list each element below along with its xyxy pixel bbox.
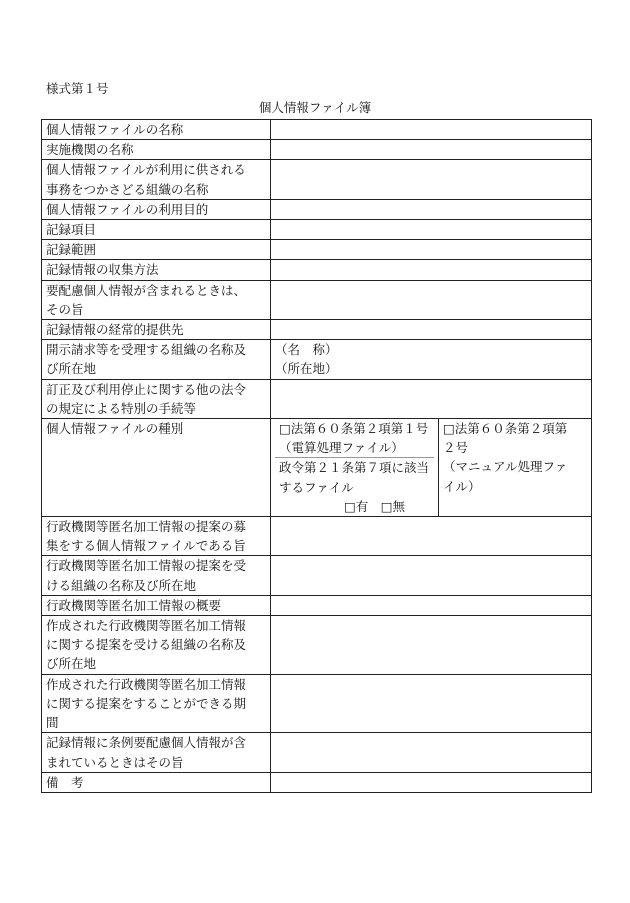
table-row [42,220,592,240]
value-org [271,160,592,199]
table-row [42,260,592,280]
value-correction [271,379,592,418]
table-row [42,517,592,556]
table-row [42,733,592,772]
type-ordinance [275,458,434,516]
value-agency [271,140,592,160]
label-org [42,160,271,199]
table-row [42,616,592,675]
disclosure-name-field: （名 称） [275,342,338,358]
table-row [42,772,592,792]
label-created-org [42,616,271,675]
type-ordinance-line1: 政令第２１条第７項に該当 [279,460,430,476]
type-option-2-line3: （マニュアル処理ファ [443,459,568,475]
label-anon-org [42,556,271,595]
type-options [271,419,591,516]
table-row [42,556,592,595]
table-row [42,419,592,517]
disclosure-address-field: （所在地） [275,361,338,377]
type-option-1-line2: （電算処理ファイル） [279,440,404,456]
label-special [42,280,271,319]
label-disclosure [42,340,271,379]
form-title: 個人情報ファイル簿 [258,100,372,115]
form-number: 様式第１号 [46,81,109,96]
table-row [42,280,592,319]
table-row [42,199,592,219]
value-items [271,220,592,240]
table-row [42,240,592,260]
label-created-org-line3: び所在地 [46,656,97,672]
table-row [42,160,592,199]
label-anon-org-line1: 行政機関等匿名加工情報の提案を受 [46,558,247,574]
label-anon-recruit [42,517,271,556]
value-anon-recruit [271,517,592,556]
label-correction [42,379,271,418]
table-row [42,140,592,160]
label-collection: 記録情報の収集方法 [42,260,271,280]
label-anon-recruit-line1: 行政機関等匿名加工情報の提案の募 [46,519,247,535]
type-option-2-line1: □法第６０条第２項第 [443,421,568,437]
label-file-name: 個人情報ファイルの名称 [42,120,271,140]
label-anon-org-line2: ける組織の名称及び所在地 [46,577,197,593]
label-type: 個人情報ファイルの種別 [42,419,271,517]
label-anon-summary: 行政機関等匿名加工情報の概要 [42,595,271,615]
value-created-org [271,616,592,675]
value-created-period [271,674,592,733]
value-file-name [271,120,592,140]
type-ordinance-line2: するファイル [279,479,354,495]
label-created-period-line2: に関する提案をすることができる期 [46,695,247,711]
value-purpose [271,199,592,219]
type-option-1-line1: □法第６０条第２項第１号 [279,421,429,437]
type-option-electronic [271,419,439,516]
table-row [42,120,592,140]
table-row [42,320,592,340]
label-remarks: 備 考 [42,772,271,792]
label-ordinance-line1: 記録情報に条例要配慮個人情報が含 [46,735,247,751]
type-option-1 [275,419,434,458]
label-provision: 記録情報の経常的提供先 [42,320,271,340]
table-row [42,340,592,379]
type-ordinance-checkboxes[interactable]: □有 □無 [343,498,406,514]
label-special-line2: その旨 [46,301,84,317]
label-created-period-line1: 作成された行政機関等匿名加工情報 [46,676,247,692]
label-correction-line2: の規定による特別の手続等 [46,400,197,416]
value-scope [271,240,592,260]
label-ordinance-line2: まれているときはその旨 [46,754,184,770]
ledger-table [41,119,592,793]
value-collection [271,260,592,280]
label-disclosure-line2: び所在地 [46,361,97,377]
value-disclosure [271,340,592,379]
value-anon-org [271,556,592,595]
table-row [42,595,592,615]
table-row [42,379,592,418]
value-type [271,419,592,517]
label-created-period [42,674,271,733]
value-special [271,280,592,319]
label-org-line2: 事務をつかさどる組織の名称 [46,181,209,197]
label-anon-recruit-line2: 集をする個人情報ファイルである旨 [46,538,246,554]
label-special-line1: 要配慮個人情報が含まれるときは、 [46,282,247,298]
label-correction-line1: 訂正及び利用停止に関する他の法令 [46,381,247,397]
label-scope: 記録範囲 [42,240,271,260]
label-items: 記録項目 [42,220,271,240]
value-remarks [271,772,592,792]
type-option-2-line4: イル） [443,478,481,494]
label-created-period-line3: 間 [46,715,59,731]
value-ordinance [271,733,592,772]
label-created-org-line1: 作成された行政機関等匿名加工情報 [46,618,247,634]
label-purpose: 個人情報ファイルの利用目的 [42,199,271,219]
value-provision [271,320,592,340]
value-anon-summary [271,595,592,615]
label-ordinance [42,733,271,772]
label-created-org-line2: に関する提案を受ける組織の名称及 [46,637,247,653]
type-option-manual [439,419,592,516]
label-disclosure-line1: 開示請求等を受理する組織の名称及 [46,342,247,358]
table-row [42,674,592,733]
label-agency: 実施機関の名称 [42,140,271,160]
type-option-2-line2: ２号 [443,440,469,456]
label-org-line1: 個人情報ファイルが利用に供される [46,162,246,178]
